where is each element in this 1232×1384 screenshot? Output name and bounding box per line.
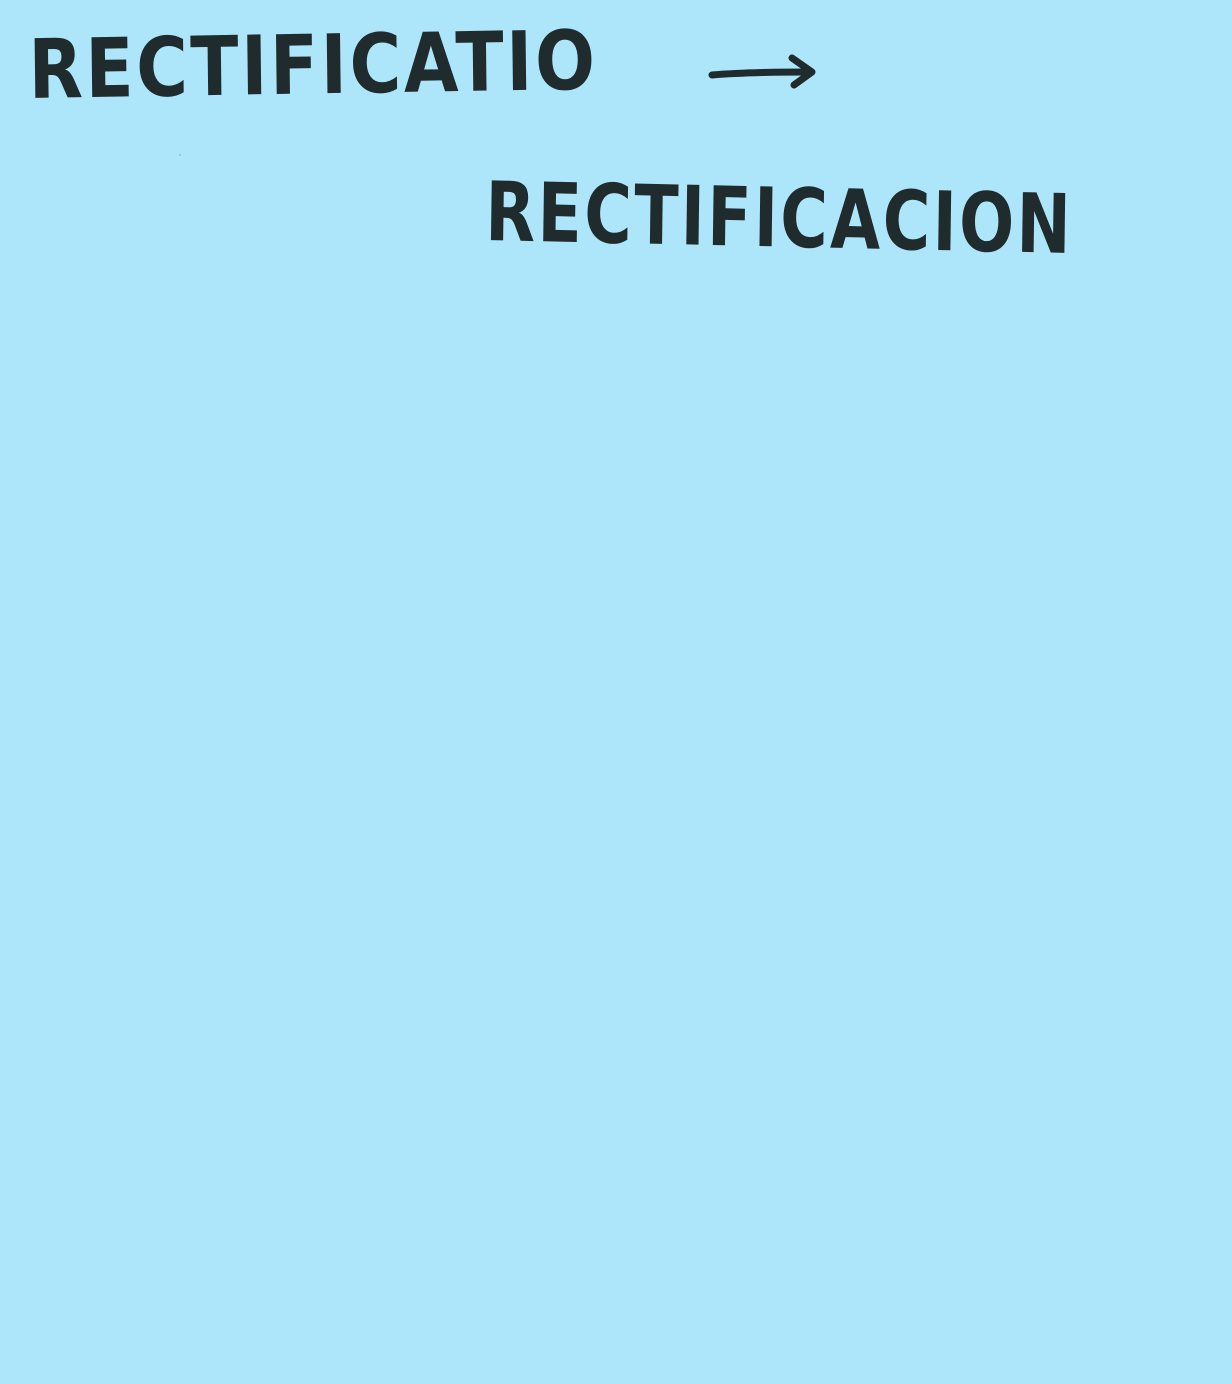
handwritten-line-2: RECTIFICACION: [484, 165, 1074, 273]
right-arrow-shaft: [712, 72, 811, 75]
handwritten-line-1: RECTIFICATIO: [27, 13, 599, 118]
paper-speck: [179, 154, 181, 156]
right-arrow-icon: [708, 54, 820, 94]
